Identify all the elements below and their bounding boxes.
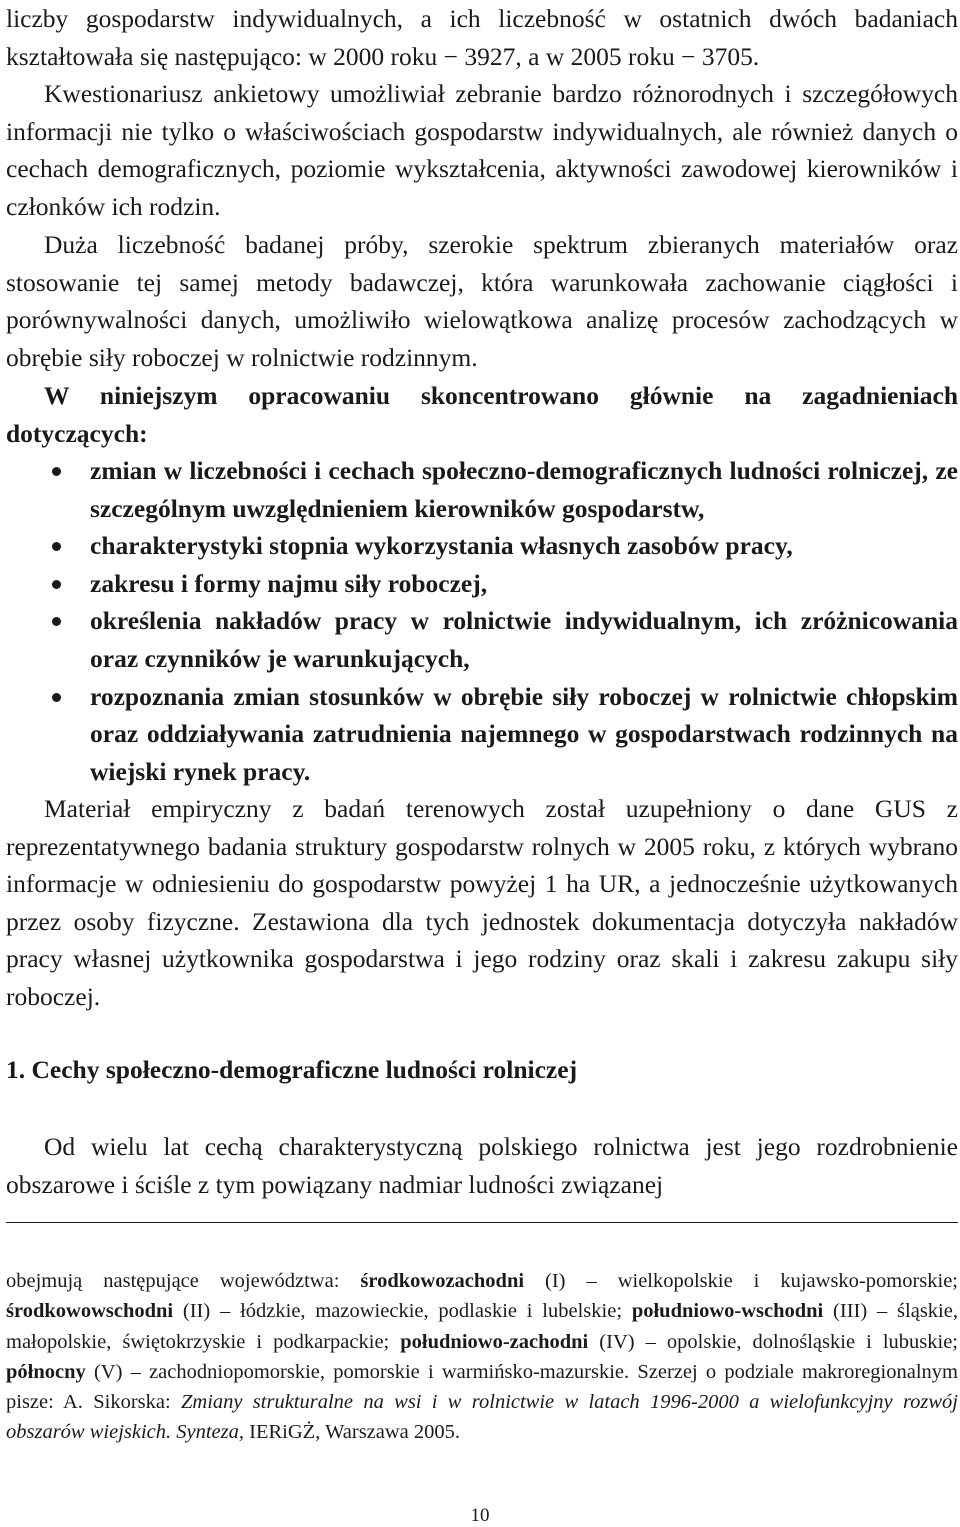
paragraph-continued: liczby gospodarstw indywidualnych, a ich liczebność w ostatnich dwóch badaniach kształtowała się następująco: w 2000 roku − 3927, a w 2005 roku − 3705. bbox=[6, 4, 958, 71]
paragraph-questionnaire: Kwestionariusz ankietowy umożliwiał zebranie bardzo różnorodnych i szczegółowych informacji nie tylko o właściwościach gospodarstw indywidualnych, ale również danych o cechach demograficznych, poziomie wykształcenia, aktywności zawodowej kierowników i członków ich rodzin. bbox=[6, 79, 958, 221]
list-item: zakresu i formy najmu siły roboczej, bbox=[6, 565, 958, 603]
bullet-dot-icon bbox=[52, 693, 61, 702]
bullet-dot-icon bbox=[52, 617, 61, 626]
paragraph-empirical-material: Materiał empiryczny z badań terenowych został uzupełniony o dane GUS z reprezentatywnego badania struktury gospodarstw rolnych w 2005 roku, z których wybrano informacje w odniesieniu do gospodarstw powyżej 1 ha UR, a jednocześnie użytkowanych przez osoby fizyczne. Zestawiona dla tych jednostek dokumentacja dotyczyła nakładów pracy własnej użytkownika gospodarstwa i jego rodziny oraz skali i zakresu zakupu siły roboczej. bbox=[6, 794, 958, 1011]
paragraph-focus-intro: W niniejszym opracowaniu skoncentrowano głównie na zagadnieniach dotyczących: bbox=[6, 381, 958, 448]
bullet-dot-icon bbox=[52, 580, 61, 589]
list-item: charakterystyki stopnia wykorzystania własnych zasobów pracy, bbox=[6, 527, 958, 565]
list-item: zmian w liczebności i cechach społeczno-demograficznych ludności rolniczej, ze szczególnym uwzględnieniem kierowników gospodarstw, bbox=[6, 452, 958, 527]
footnote-separator bbox=[6, 1222, 958, 1223]
focus-topics-list bbox=[6, 452, 958, 790]
bullet-dot-icon bbox=[52, 542, 61, 551]
page-number: 10 bbox=[470, 1505, 490, 1526]
section-heading: 1. Cechy społeczno-demograficzne ludności rolniczej bbox=[6, 1055, 578, 1084]
list-item: określenia nakładów pracy w rolnictwie indywidualnym, ich zróżnicowania oraz czynników je warunkujących, bbox=[6, 602, 958, 677]
paragraph-section-start: Od wielu lat cechą charakterystyczną polskiego rolnictwa jest jego rozdrobnienie obszarowe i ściśle z tym powiązany nadmiar ludności związanej bbox=[6, 1132, 958, 1199]
footnote: obejmują następujące województwa: środkowozachodni (I) – wielkopolskie i kujawsko-pomorskie; środkowowschodni (II) – łódzkie, mazowieckie, podlaskie i lubelskie; południowo-wschodni (III) – śląskie, małopolskie, świętokrzyskie i podkarpackie; południowo-zachodni (IV) – opolskie, dolnośląskie i lubuskie; północny (V) – zachodniopomorskie, pomorskie i warmińsko-mazurskie. Szerzej o podziale makroregionalnym pisze: A. Sikorska: Zmiany strukturalne na wsi i w rolnictwie w latach 1996-2000 a wielofunkcyjny rozwój obszarów wiejskich. Synteza, IERiGŻ, Warszawa 2005. bbox=[6, 1270, 959, 1444]
list-item: rozpoznania zmian stosunków w obrębie siły roboczej w rolnictwie chłopskim oraz oddziaływania zatrudnienia najemnego w gospodarstwach rodzinnych na wiejski rynek pracy. bbox=[6, 678, 958, 791]
bullet-dot-icon bbox=[52, 467, 61, 476]
paragraph-sample-size: Duża liczebność badanej próby, szerokie spektrum zbieranych materiałów oraz stosowanie tej samej metody badawczej, która warunkowała zachowanie ciągłości i porównywalności danych, umożliwiło wielowątkowa analizę procesów zachodzących w obrębie siły roboczej w rolnictwie rodzinnym. bbox=[6, 230, 958, 372]
